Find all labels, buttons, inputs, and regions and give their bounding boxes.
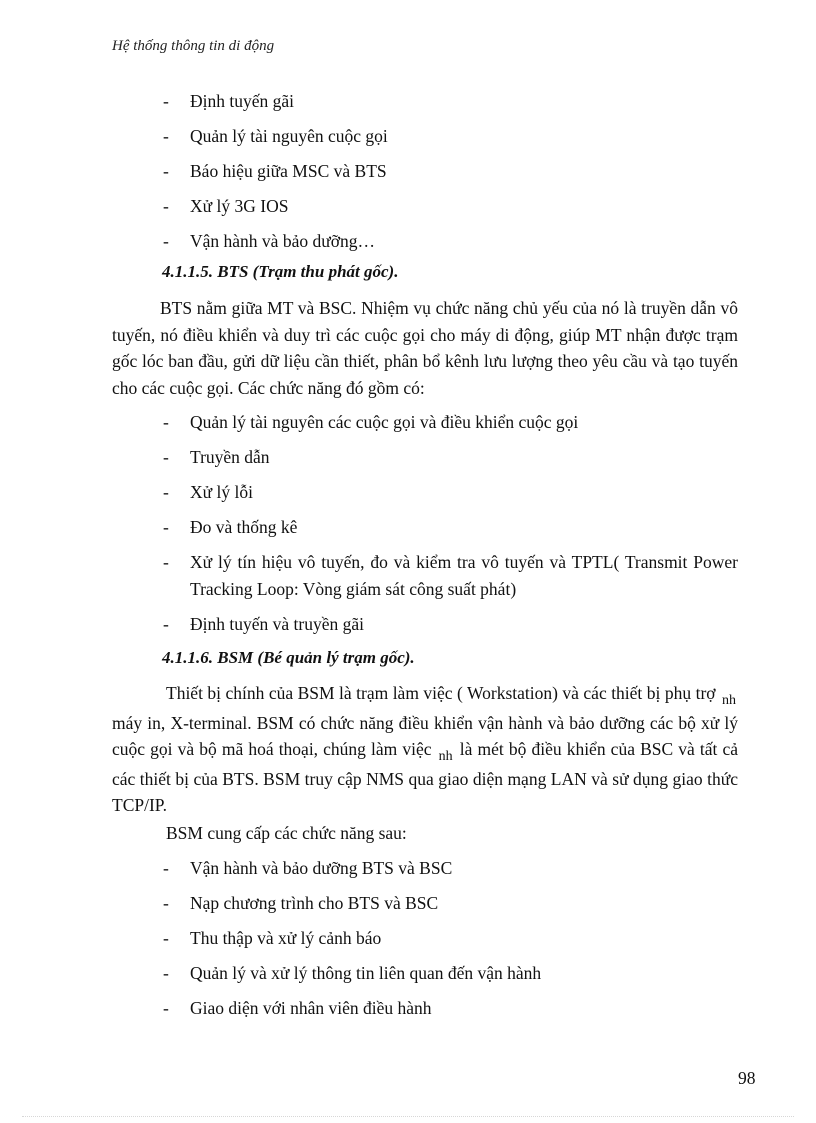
subscript-note: nh (438, 749, 453, 764)
list-item: - Thu thập và xử lý cảnh báo (0, 925, 816, 952)
bullet-dash: - (163, 998, 169, 1018)
list-routing-functions (0, 88, 816, 263)
bullet-dash: - (163, 963, 169, 983)
bsm-intro-paragraph: BSM cung cấp các chức năng sau: (166, 823, 407, 843)
list-item: - Định tuyến gãi (0, 88, 816, 115)
bsm-paragraph: Thiết bị chính của BSM là trạm làm việc ( Workstation) và các thiết bị phụ trợ $_{nh}$ máy in, X-terminal. BSM có chức năng điều khiển vận hành và bảo dưỡng các bộ xử lý cuộc gọi và bộ mã hoá thoại, chúng làm việc $_{nh}$ là mét bộ điều khiển của BSC và tất cả các thiết bị của BTS. BSM truy cập NMS qua giao diện mạng LAN và sử dụng giao thức TCP/IP. (112, 683, 738, 815)
bts-paragraph: BTS nằm giữa MT và BSC. Nhiệm vụ chức năng chủ yếu của nó là truyền dẫn vô tuyến, nó điều khiển và duy trì các cuộc gọi cho máy di động, giúp MT nhận được trạm gốc lóc ban đầu, gửi dữ liệu cần thiết, phân bổ kênh lưu lượng theo yêu cầu và tạo tuyến cho các cuộc gọi. Các chức năng đó gồm có: (112, 298, 738, 398)
list-bts-functions (0, 409, 816, 646)
page-number: 98 (738, 1068, 756, 1088)
bullet-dash: - (163, 928, 169, 948)
bullet-dash: - (163, 231, 169, 251)
section-heading-bsm: 4.1.1.6. BSM (Bé quản lý trạm gốc). (162, 648, 415, 667)
bullet-dash: - (163, 196, 169, 216)
list-item: - Vận hành và bảo dưỡng BTS và BSC (0, 855, 816, 882)
list-item: - Định tuyến và truyền gãi (0, 611, 816, 638)
bullet-dash: - (163, 412, 169, 432)
section-heading-bts: 4.1.1.5. BTS (Trạm thu phát gốc). (162, 262, 399, 281)
list-item: - Truyền dẫn (0, 444, 816, 471)
bullet-dash: - (163, 447, 169, 467)
running-header: Hệ thống thông tin di động (112, 38, 275, 54)
bullet-dash: - (163, 893, 169, 913)
bullet-dash: - (163, 517, 169, 537)
list-item: - Quản lý tài nguyên các cuộc gọi và điều khiển cuộc gọi (0, 409, 816, 436)
list-item: - Xử lý lỗi (0, 479, 816, 506)
list-item: - Xử lý tín hiệu vô tuyến, đo và kiểm tra vô tuyến và TPTL( Transmit Power Tracking Loop: Vòng giám sát công suất phát) (0, 549, 816, 603)
bullet-dash: - (163, 482, 169, 502)
subscript-note: nh (722, 693, 737, 708)
list-item: - Nạp chương trình cho BTS và BSC (0, 890, 816, 917)
list-item: - Báo hiệu giữa MSC và BTS (0, 158, 816, 185)
list-bsm-functions (0, 855, 816, 1030)
bullet-dash: - (163, 126, 169, 146)
list-item: - Giao diện với nhân viên điều hành (0, 995, 816, 1022)
bullet-dash: - (163, 552, 169, 572)
bullet-dash: - (163, 91, 169, 111)
bullet-dash: - (163, 858, 169, 878)
list-item: - Quản lý và xử lý thông tin liên quan đến vận hành (0, 960, 816, 987)
bullet-dash: - (163, 161, 169, 181)
list-item: - Quản lý tài nguyên cuộc gọi (0, 123, 816, 150)
footer-divider (22, 1116, 794, 1117)
list-item: - Xử lý 3G IOS (0, 193, 816, 220)
list-item: - Vận hành và bảo dưỡng… (0, 228, 816, 255)
list-item: - Đo và thống kê (0, 514, 816, 541)
bullet-dash: - (163, 614, 169, 634)
